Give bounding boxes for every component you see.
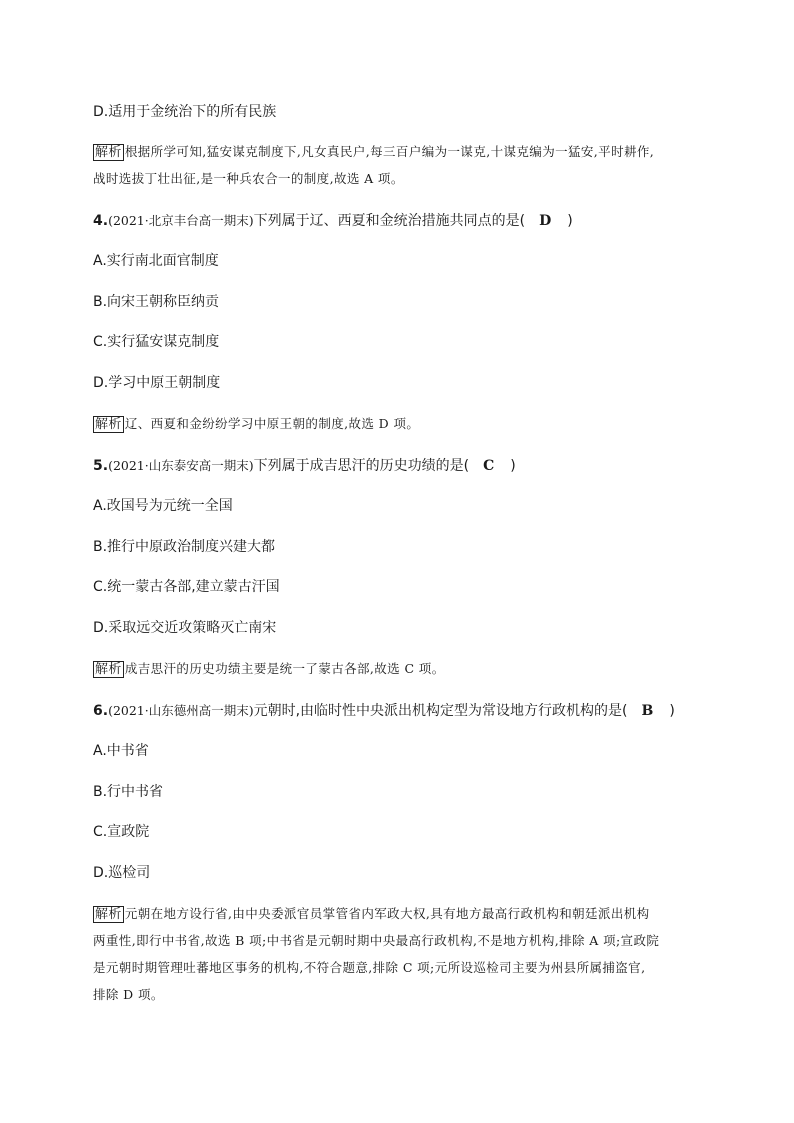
q4-option-d: D.学习中原王朝制度	[93, 375, 221, 391]
q4-stem	[93, 212, 573, 230]
q5-source: (2021·山东泰安高一期末)	[108, 458, 254, 473]
q6-answer: B	[641, 703, 654, 719]
q5-option-a: A.改国号为元统一全国	[93, 498, 233, 514]
q4-option-c: C.实行猛安谋克制度	[93, 334, 220, 350]
q4-number: 4.	[93, 213, 109, 229]
q4-explanation-text: 辽、西夏和金纷纷学习中原王朝的制度,故选 D 项。	[124, 416, 420, 431]
explanation-badge: 解析	[95, 907, 122, 922]
q6-option-b: B.行中书省	[93, 784, 164, 800]
q4-answer: D	[539, 213, 552, 229]
q6-number: 6.	[93, 703, 109, 719]
q5-option-d: D.采取远交近攻策略灭亡南宋	[93, 620, 277, 636]
q4-close-paren: )	[567, 213, 573, 229]
q5-stem	[93, 457, 516, 475]
q6-explanation-line2: 两重性,即行中书省,故选 B 项;中书省是元朝时期中央最高行政机构,不是地方机构,排除 A 项;宣政院	[93, 933, 660, 948]
q4-option-b: B.向宋王朝称臣纳贡	[93, 294, 220, 310]
q6-explanation-line1	[93, 905, 650, 923]
q4-stem-text: 下列属于辽、西夏和金统治措施共同点的是(	[253, 213, 526, 229]
q6-source: (2021·山东德州高一期末)	[108, 703, 254, 718]
q6-explanation-line3: 是元朝时期管理吐蕃地区事务的机构,不符合题意,排除 C 项;元所设巡检司主要为州县所属捕盗官,	[93, 960, 646, 975]
q6-option-d: D.巡检司	[93, 865, 151, 881]
q6-explanation-line4: 排除 D 项。	[93, 987, 164, 1002]
q3-explanation-line1	[93, 143, 654, 161]
q4-option-a: A.实行南北面官制度	[93, 253, 219, 269]
q4-source: (2021·北京丰台高一期末)	[108, 213, 254, 228]
q6-explanation-text1: 元朝在地方设行省,由中央委派官员掌管省内军政大权,具有地方最高行政机构和朝廷派出机构	[124, 906, 650, 921]
q5-number: 5.	[93, 458, 109, 474]
q6-option-a: A.中书省	[93, 743, 149, 759]
q4-explanation	[93, 415, 419, 433]
explanation-badge: 解析	[95, 417, 122, 432]
q6-stem	[93, 702, 675, 720]
q3-option-d: D.适用于金统治下的所有民族	[93, 104, 277, 120]
q6-option-c: C.宣政院	[93, 824, 150, 840]
explanation-badge: 解析	[95, 662, 122, 677]
q5-answer: C	[483, 458, 495, 474]
q5-option-c: C.统一蒙古各部,建立蒙古汗国	[93, 579, 280, 595]
q6-close-paren: )	[669, 703, 675, 719]
q3-explanation-line2: 战时选拔丁壮出征,是一种兵农合一的制度,故选 A 项。	[93, 171, 404, 186]
q6-stem-text: 元朝时,由临时性中央派出机构定型为常设地方行政机构的是(	[253, 703, 628, 719]
explanation-badge: 解析	[95, 145, 122, 160]
q5-stem-text: 下列属于成吉思汗的历史功绩的是(	[253, 458, 470, 474]
q5-close-paren: )	[510, 458, 516, 474]
q5-option-b: B.推行中原政治制度兴建大都	[93, 539, 276, 555]
q3-explanation-text1: 根据所学可知,猛安谋克制度下,凡女真民户,每三百户编为一谋克,十谋克编为一猛安,平时耕作,	[124, 144, 655, 159]
q5-explanation-text: 成吉思汗的历史功绩主要是统一了蒙古各部,故选 C 项。	[124, 661, 445, 676]
q5-explanation	[93, 660, 445, 678]
